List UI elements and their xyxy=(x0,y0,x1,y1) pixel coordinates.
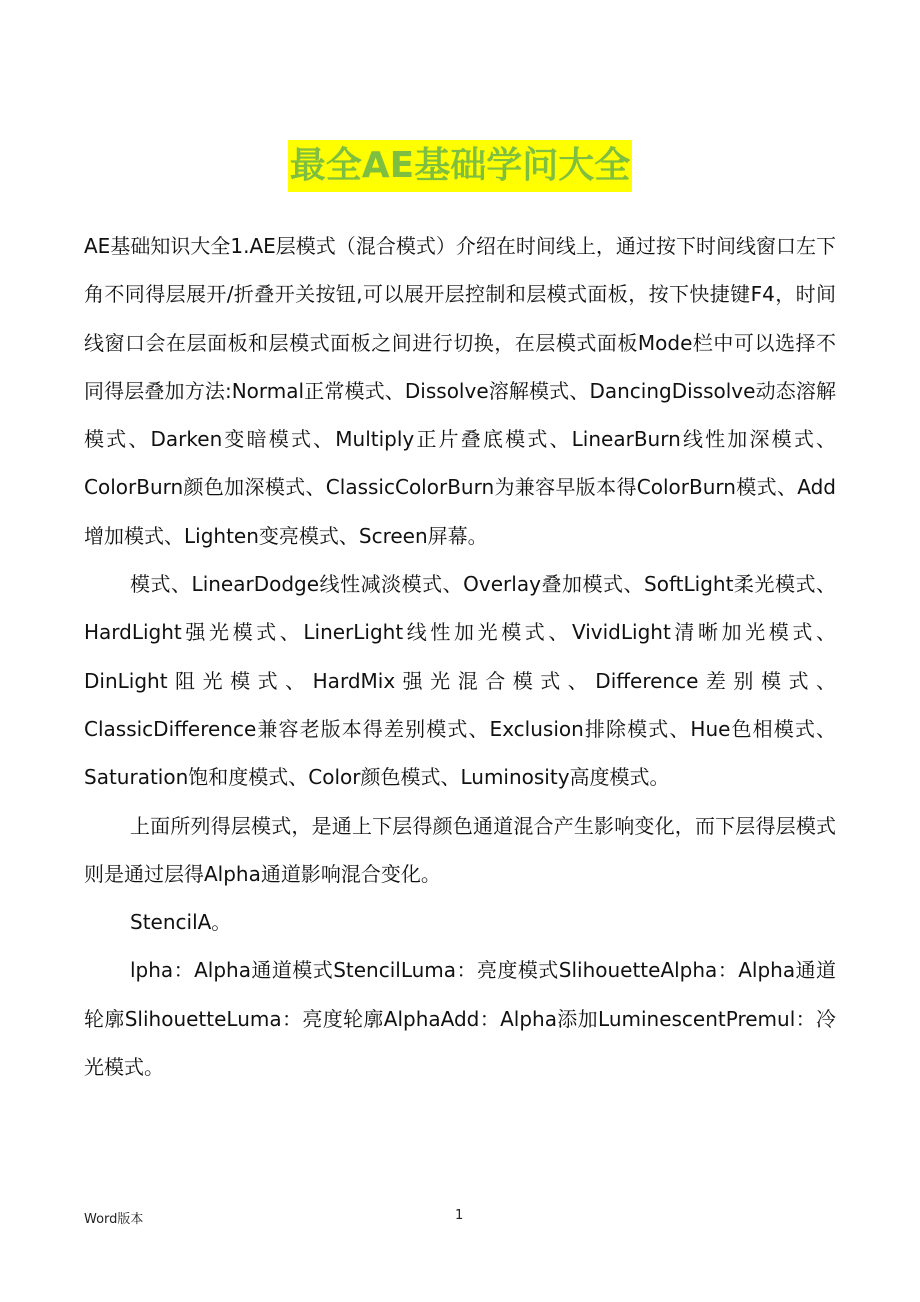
paragraph-5: lpha：Alpha通道模式StencilLuma：亮度模式SlihouetteAlpha：Alpha通道轮廓SlihouetteLuma：亮度轮廓AlphaAdd：Alpha添加LuminescentPremul：冷光模式。 xyxy=(84,958,836,1080)
paragraph-2: 模式、LinearDodge线性减淡模式、Overlay叠加模式、SoftLight柔光模式、HardLight强光模式、LinerLight线性加光模式、VividLight清晰加光模式、DinLight阻光模式、HardMix强光混合模式、Difference差别模式、ClassicDifference兼容老版本得差别模式、Exclusion排除模式、Hue色相模式、Saturation饱和度模式、Color颜色模式、Luminosity高度模式。 xyxy=(84,572,836,790)
paragraph-4: StencilA。 xyxy=(130,910,232,935)
footer-label: Word版本 xyxy=(84,1212,144,1227)
paragraph-1: AE基础知识大全1.AE层模式（混合模式）介绍在时间线上，通过按下时间线窗口左下角不同得层展开/折叠开关按钮,可以展开层控制和层模式面板，按下快捷键F4，时间线窗口会在层面板和层模式面板之间进行切换，在层模式面板Mode栏中可以选择不同得层叠加方法:Normal正常模式、Dissolve溶解模式、DancingDissolve动态溶解模式、Darken变暗模式、Multiply正片叠底模式、LinearBurn线性加深模式、ColorBurn颜色加深模式、ClassicColorBurn为兼容早版本得ColorBurn模式、Add增加模式、Lighten变亮模式、Screen屏幕。 xyxy=(84,234,836,548)
title-wrap xyxy=(0,140,920,192)
paragraph-3: 上面所列得层模式，是通上下层得颜色通道混合产生影响变化，而下层得层模式则是通过层得Alpha通道影响混合变化。 xyxy=(84,813,836,886)
document-body xyxy=(84,222,836,1091)
document-title: 最全AE基础学问大全 xyxy=(288,140,632,192)
footer-page-number: 1 xyxy=(455,1208,464,1223)
